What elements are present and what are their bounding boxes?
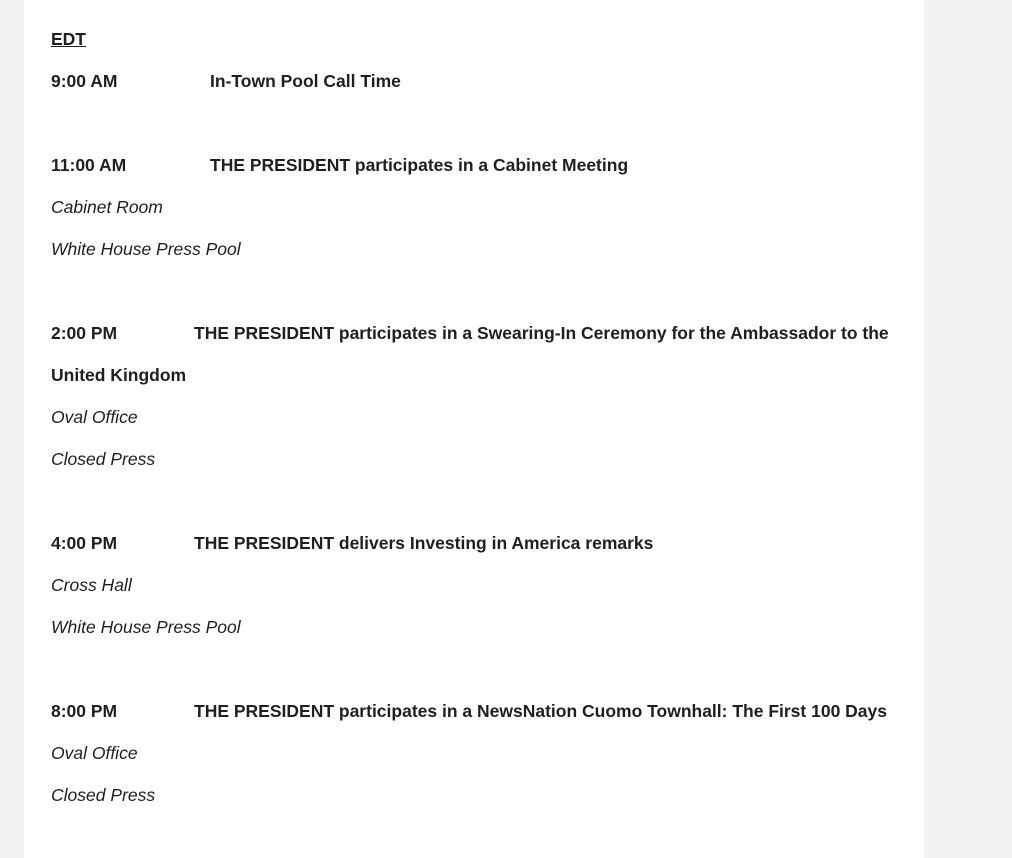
- schedule-event: [51, 60, 891, 102]
- schedule-content: [51, 18, 891, 816]
- event-title: THE PRESIDENT participates in a Cabinet Meeting: [210, 155, 629, 175]
- event-headline: [51, 690, 891, 732]
- event-coverage: Closed Press: [51, 785, 156, 805]
- event-location: Oval Office: [51, 407, 138, 427]
- event-title: THE PRESIDENT participates in a NewsNation Cuomo Townhall: The First 100 Days: [194, 701, 888, 721]
- event-time: 2:00 PM: [51, 323, 118, 343]
- event-time: 4:00 PM: [51, 533, 118, 553]
- event-headline: [51, 312, 891, 396]
- document-page: [24, 0, 924, 858]
- event-time: 11:00 AM: [51, 155, 127, 175]
- event-time: 8:00 PM: [51, 701, 118, 721]
- schedule-event: [51, 690, 891, 816]
- event-coverage: Closed Press: [51, 449, 156, 469]
- event-headline: [51, 144, 891, 186]
- event-coverage: White House Press Pool: [51, 239, 241, 259]
- event-headline: [51, 522, 891, 564]
- event-time: 9:00 AM: [51, 71, 118, 91]
- schedule-event: [51, 522, 891, 648]
- event-title: In-Town Pool Call Time: [210, 71, 401, 91]
- event-coverage: White House Press Pool: [51, 617, 241, 637]
- schedule-event: [51, 312, 891, 480]
- event-title: THE PRESIDENT participates in a Swearing-In Ceremony for the Ambassador to the United Kingdom: [51, 323, 889, 385]
- timezone-label: EDT: [51, 29, 86, 49]
- event-location: Oval Office: [51, 743, 138, 763]
- event-headline: [51, 60, 891, 102]
- event-location: Cabinet Room: [51, 197, 163, 217]
- event-location: Cross Hall: [51, 575, 132, 595]
- event-title: THE PRESIDENT delivers Investing in America remarks: [194, 533, 654, 553]
- schedule-event: [51, 144, 891, 270]
